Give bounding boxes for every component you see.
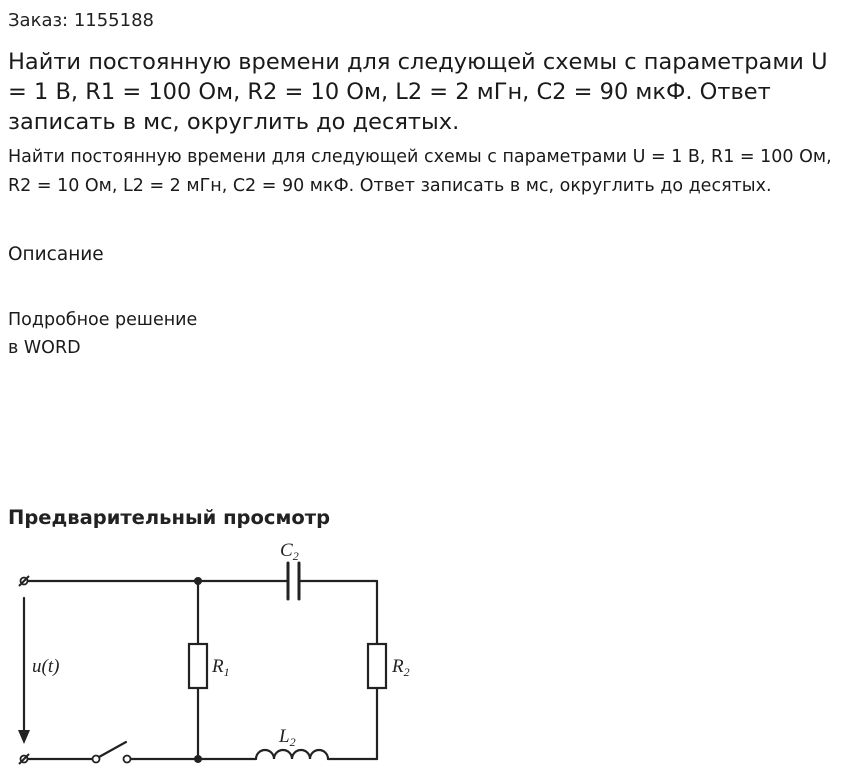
inductor-label: $L_2$ [279, 726, 296, 749]
switch-blade [99, 742, 126, 757]
resistor-r2 [368, 644, 386, 688]
circuit-svg [8, 536, 428, 778]
switch-contact-right [124, 756, 131, 763]
capacitor-label: $C_2$ [280, 540, 299, 563]
description-section-label: Описание [8, 244, 104, 265]
solution-note [8, 306, 197, 362]
circuit-diagram [8, 536, 428, 778]
source-arrow-head [18, 730, 30, 744]
switch-contact-left [93, 756, 100, 763]
junction-top [194, 577, 202, 585]
page-title: Найти постоянную времени для следующей схемы с параметрами U = 1 В, R1 = 100 Ом, R2 = 10 Ом, L2 = 2 мГн, C2 = 90 мкФ. Ответ записать в мс, округлить до десятых. [8, 49, 828, 135]
task-description: Найти постоянную времени для следующей схемы с параметрами U = 1 В, R1 = 100 Ом, R2 = 10 Ом, L2 = 2 мГн, C2 = 90 мкФ. Ответ записать в мс, округлить до десятых. [8, 147, 832, 196]
inductor-l2 [256, 750, 328, 759]
resistor-r1-label: $R_1$ [212, 656, 230, 679]
source-label: u(t) [32, 656, 60, 677]
solution-line-1: Подробное решение [8, 310, 198, 330]
solution-line-2: в WORD [8, 338, 81, 358]
resistor-r1 [189, 644, 207, 688]
junction-bottom [194, 755, 202, 763]
preview-heading: Предварительный просмотр [8, 506, 331, 529]
order-number: Заказ: 1155188 [8, 10, 154, 31]
resistor-r2-label: $R_2$ [392, 656, 410, 679]
